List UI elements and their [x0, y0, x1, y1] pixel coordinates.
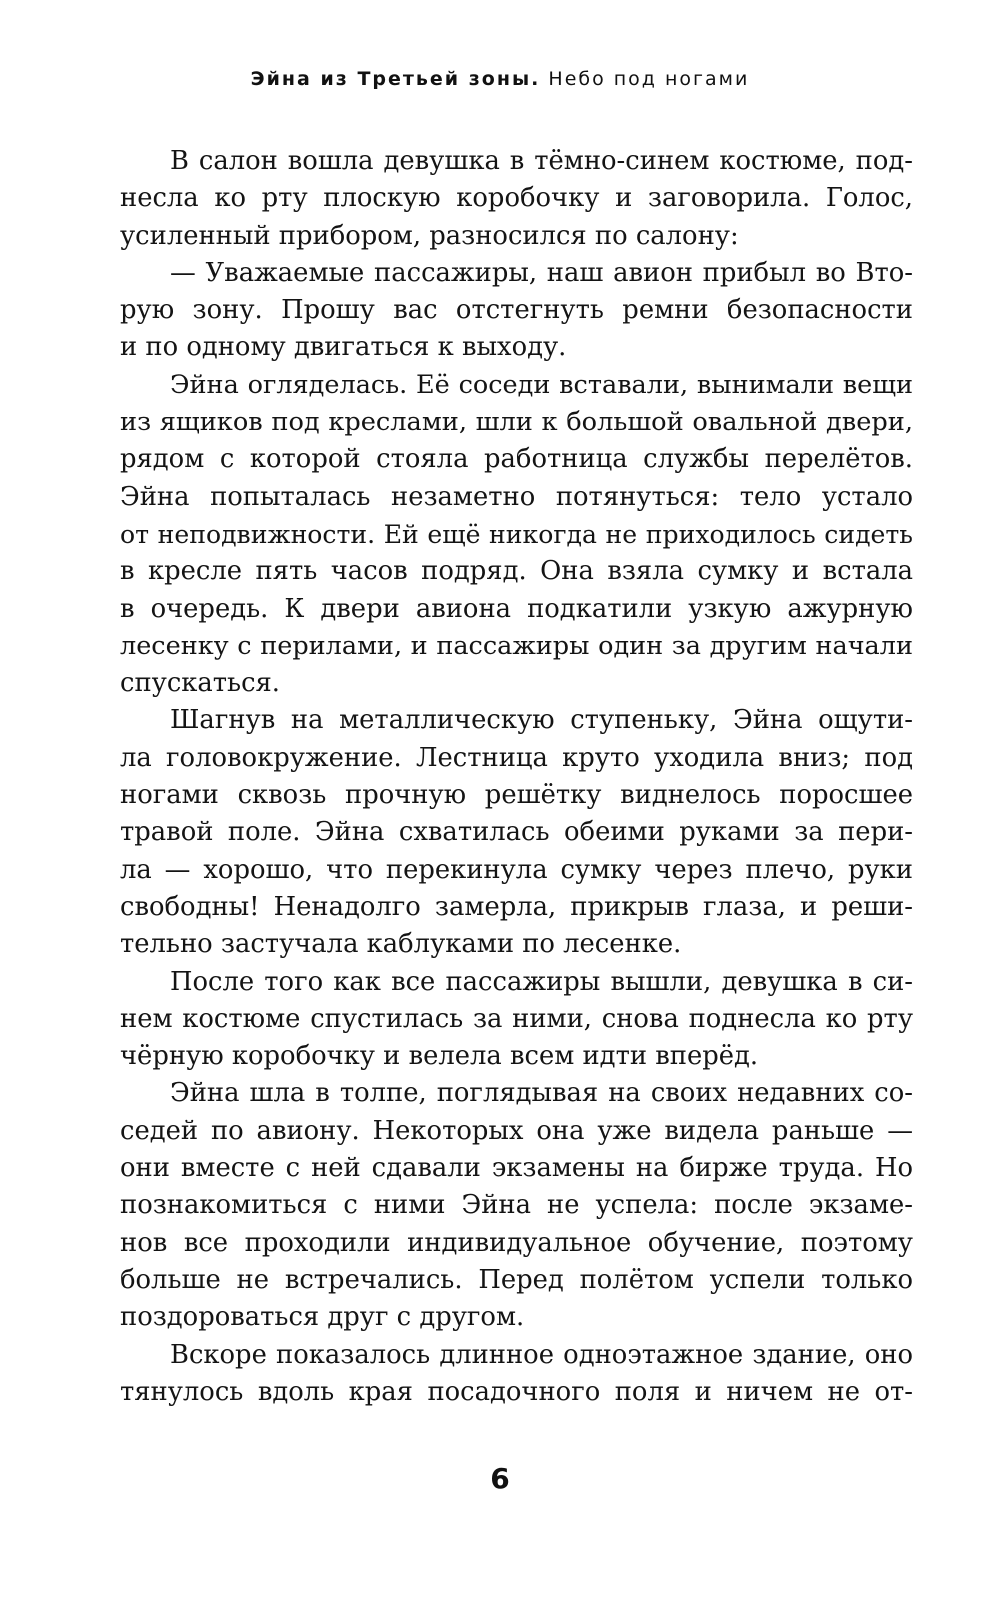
- text-line: познакомиться с ними Эйна не успела: после экзаме-: [120, 1190, 913, 1221]
- text-line: Эйна попыталась незаметно потянуться: тело устало: [120, 481, 913, 512]
- text-line: травой поле. Эйна схватилась обеими руками за пери-: [120, 817, 913, 848]
- running-header-title: Эйна из Третьей зоны.: [250, 68, 541, 90]
- text-line: В салон вошла девушка в тёмно-синем костюме, под-: [170, 146, 913, 176]
- text-line: седей по авиону. Некоторых она уже видела раньше —: [120, 1115, 913, 1146]
- text-line: усиленный прибором, разносился по салону:: [120, 220, 739, 251]
- text-line: ла — хорошо, что перекинула сумку через плечо, руки: [120, 854, 913, 885]
- text-line: тянулось вдоль края посадочного поля и ничем не от-: [120, 1376, 913, 1407]
- paragraph: [120, 367, 913, 703]
- text-line: поздороваться друг с другом.: [120, 1302, 525, 1333]
- text-line: нов все проходили индивидуальное обучение, поэтому: [120, 1227, 913, 1258]
- page-number: 6: [490, 1462, 510, 1495]
- text-line: ла головокружение. Лестница круто уходила вниз; под: [120, 742, 913, 773]
- text-line: — Уважаемые пассажиры, наш авион прибыл во Вто-: [170, 257, 913, 288]
- text-line: Вскоре показалось длинное одноэтажное здание, оно: [170, 1339, 913, 1370]
- text-line: свободны! Ненадолго замерла, прикрыв глаза, и реши-: [120, 891, 913, 922]
- text-line: рую зону. Прошу вас отстегнуть ремни безопасности: [120, 295, 913, 326]
- text-line: несла ко рту плоскую коробочку и заговорила. Голос,: [120, 183, 913, 214]
- running-header: [0, 68, 1000, 90]
- text-line: в очередь. К двери авиона подкатили узкую ажурную: [120, 593, 913, 624]
- text-line: Эйна шла в толпе, поглядывая на своих недавних со-: [170, 1078, 913, 1109]
- paragraph: [120, 1337, 913, 1412]
- text-line: рядом с которой стояла работница службы перелётов.: [120, 444, 913, 475]
- body-text: [120, 143, 913, 1411]
- text-line: чёрную коробочку и велела всем идти вперёд.: [120, 1041, 759, 1072]
- text-line: от неподвижности. Ей ещё никогда не приходилось сидеть: [120, 519, 913, 549]
- paragraph: [120, 964, 913, 1076]
- text-line: в кресле пять часов подряд. Она взяла сумку и встала: [120, 556, 913, 587]
- text-line: больше не встречались. Перед полётом успели только: [120, 1264, 913, 1295]
- text-line: тельно застучала каблуками по лесенке.: [120, 929, 682, 960]
- text-line: лесенку с перилами, и пассажиры один за другим начали: [120, 630, 913, 661]
- text-line: из ящиков под креслами, шли к большой овальной двери,: [120, 407, 913, 438]
- text-line: ногами сквозь прочную решётку виднелось поросшее: [120, 780, 913, 811]
- paragraph: [120, 255, 913, 367]
- text-line: нем костюме спустилась за ними, снова поднесла ко рту: [120, 1003, 913, 1034]
- text-line: Эйна огляделась. Её соседи вставали, вынимали вещи: [170, 369, 913, 400]
- running-header-subtitle: Небо под ногами: [548, 68, 750, 90]
- text-line: спускаться.: [120, 668, 281, 699]
- paragraph: [120, 1075, 913, 1336]
- text-line: они вместе с ней сдавали экзамены на бирже труда. Но: [120, 1153, 913, 1184]
- paragraph: [120, 702, 913, 963]
- text-line: Шагнув на металлическую ступеньку, Эйна ощути-: [170, 705, 913, 736]
- paragraph: [120, 143, 913, 255]
- text-line: и по одному двигаться к выходу.: [120, 332, 567, 363]
- text-line: После того как все пассажиры вышли, девушка в си-: [170, 966, 913, 997]
